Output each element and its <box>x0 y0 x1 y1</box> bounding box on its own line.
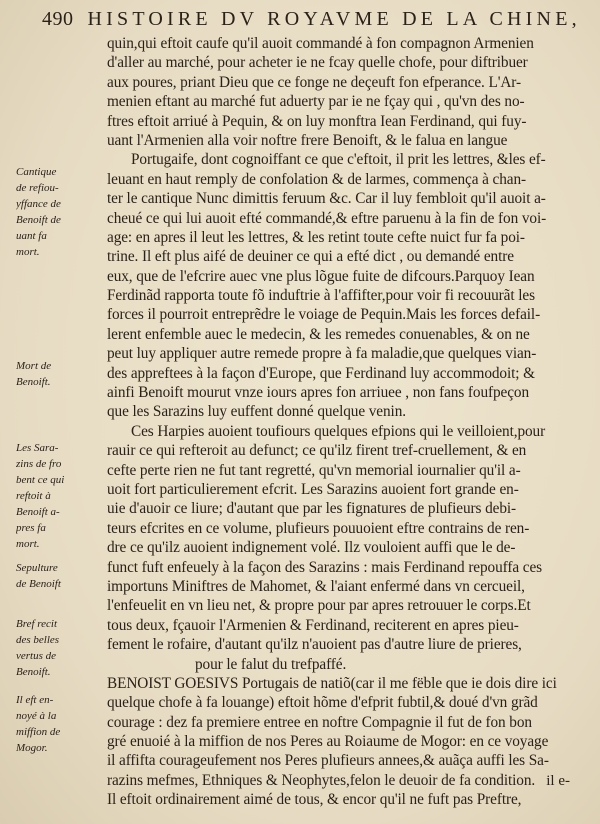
margin-note-line: Bref recit <box>16 618 58 630</box>
text-line: ftres eftoit arriué à Pequin, & on luy monftra Iean Ferdinand, qui fuy- <box>107 112 527 130</box>
margin-note-line: yffance de <box>16 198 61 210</box>
text-line: tous deux, fçauoir l'Armenien & Ferdinand, reciterent en apres pieu- <box>107 616 519 634</box>
margin-note-line: mort. <box>16 538 40 550</box>
margin-note-sepulture <box>16 560 106 592</box>
text-line: importuns Miniftres de Mahomet, & l'aiant enfermé dans vn cercueil, <box>107 577 525 595</box>
text-line: leuant en haut remply de confolation & de larmes, commença à chan- <box>107 170 526 188</box>
text-line: que les Sarazins luy euffent donné quelque venin. <box>107 403 406 421</box>
margin-note-line: Benoift. <box>16 376 51 388</box>
margin-note-line: noyé à la <box>16 710 57 722</box>
text-line: uoit fort particulierement efcrit. Les Sarazins auoient fort grande en- <box>107 480 519 498</box>
text-line: rauir ce qui refteroit au defunct; ce qu'ilz firent tref-cruellement, & en <box>107 442 527 460</box>
margin-note-line: des belles <box>16 634 60 646</box>
margin-note-cantique <box>16 164 106 260</box>
margin-note-line: miffion de <box>16 726 61 738</box>
text-line: forces il pourroit entreprẽdre le voiage de Pequin.Mais les forces defail- <box>107 306 541 324</box>
catchword: il e- <box>546 773 570 789</box>
margin-note-mission <box>16 692 106 756</box>
margin-note-line: Benoift a- <box>16 506 60 518</box>
text-line: cefte perte rien ne fut tant regretté, qu'vn memorial iournalier qu'il a- <box>107 461 521 479</box>
text-line: Il eftoit ordinairement aimé de tous, & encor qu'il ne fuft pas Preftre, <box>107 791 522 809</box>
text-line: ter le cantique Nunc dimittis feruum &c. Car il luy fembloit qu'il auoit a- <box>107 190 546 208</box>
margin-note-mort <box>16 358 106 390</box>
margin-note-bref-recit <box>16 616 106 680</box>
margin-note-line: zins de fro <box>16 458 62 470</box>
text-line: uant l'Armenien alla voir noftre frere Benoift, & le falua en langue <box>107 131 508 149</box>
text-line: menien eftant au marché fut aduerty par ie ne fçay qui , qu'vn des no- <box>107 93 525 111</box>
margin-note-line: Il eft en- <box>16 694 54 706</box>
margin-note-line: de refiou- <box>16 182 59 194</box>
text-line: Portugaife, dont cognoiffant ce que c'eftoit, il prit les lettres, &les ef- <box>131 151 546 169</box>
text-line: quin,qui eftoit caufe qu'il auoit commandé à fon compagnon Armenien <box>107 35 534 52</box>
text-line: eux, que de l'efcrire auec vne plus lõgue fuite de difcours.Parquoy Iean <box>107 267 535 285</box>
text-line: pour le falut du trefpaffé. <box>195 655 347 673</box>
text-line: quelque chofe à fa louange) eftoit hõme d'efprit fubtil,& doué d'vn grãd <box>107 694 538 712</box>
margin-note-line: Les Sara- <box>16 442 59 454</box>
text-line: cheué ce qui lui auoit efté commandé,& eftre paruenu à la fin de fon voi- <box>107 209 547 227</box>
margin-note-line: Mort de <box>16 360 52 372</box>
margin-note-line: Benoift. <box>16 666 51 678</box>
text-line: teurs efcrites en ce volume, plufieurs pouuoient eftre contrains de ren- <box>107 519 530 537</box>
margin-note-line: bent ce qui <box>16 474 65 486</box>
text-line: ainfi Benoift mourut vnze iours apres fon arriuee , non fans foufpeçon <box>107 384 530 402</box>
text-line: razins mefmes, Ethniques & Neophytes,felon le deuoir de fa condition. <box>107 771 536 789</box>
margin-note-line: Sepulture <box>16 562 58 574</box>
margin-note-line: Cantique <box>16 166 57 178</box>
margin-note-line: pres fa <box>16 522 46 534</box>
text-line: Ferdinãd rapporta toute fõ induftrie à l'affifter,pour voir fi recouurãt les <box>107 287 535 305</box>
text-line: BENOIST GOESIVS Portugais de natiõ(car il me fëble que ie dois dire ici <box>107 674 557 692</box>
text-line: gré enuoié à la miffion de nos Peres au Roiaume de Mogor: en ce voyage <box>107 733 549 751</box>
text-line: uie d'auoir ce liure; d'autant que par les fignatures de plufieurs debi- <box>107 500 517 518</box>
text-line: d'aller au marché, pour acheter ie ne fcay quelle chofe, pour diftribuer <box>107 54 528 72</box>
body-text <box>107 34 579 810</box>
margin-note-line: uant fa <box>16 230 47 242</box>
text-line: peut luy appliquer autre remede propre à fa maladie,que quelques vian- <box>107 345 537 363</box>
text-line: fement le rofaire, d'autant qu'ilz n'auoient pas d'autre liure de prieres, <box>107 636 522 654</box>
margin-note-line: vertus de <box>16 650 57 662</box>
text-line: funct fuft enfeuely à la façon des Sarazins : mais Ferdinand repouffa ces <box>107 558 543 576</box>
text-line: lerent enfemble auec le medecin, & les remedes conuenables, & on ne <box>107 325 530 343</box>
running-title: HISTOIRE DV ROYAVME DE LA CHINE, <box>87 8 581 30</box>
text-line: trine. Il eft plus aifé de deuiner ce qui a efté dict , ou demandé entre <box>107 248 514 266</box>
text-line: age: en apres il leut les lettres, & les retint toute cefte nuict fur fa poi- <box>107 228 525 246</box>
page-header <box>42 8 580 34</box>
margin-note-line: reftoit à <box>16 490 51 502</box>
text-line: aux poures, priant Dieu que ce fonge ne deçeuft fon efperance. L'Ar- <box>107 73 521 91</box>
text-line: il affifta courageufement nos Peres plufieurs annees,& auãça auffi les Sa- <box>107 752 549 770</box>
page-number: 490 <box>42 8 74 30</box>
margin-note-line: Benoift de <box>16 214 61 226</box>
text-line: courage : dez fa premiere entree en noftre Compagnie il fut de fon bon <box>107 713 532 731</box>
margin-note-sarazins <box>16 440 106 552</box>
text-line: Ces Harpies auoient toufiours quelques efpions qui le veilloient,pour <box>131 422 546 440</box>
margin-note-line: Mogor. <box>16 742 48 754</box>
margin-note-line: mort. <box>16 246 40 258</box>
text-line: l'enfeuelit en vn lieu net, & propre pour par apres retrouuer le corps.Et <box>107 597 531 615</box>
text-line: des appreftees à la façon d'Europe, que Ferdinand luy accommodoit; & <box>107 364 535 382</box>
text-line: dre ce qu'ilz auoient indignement volé. Ilz vouloient auffi que le de- <box>107 539 516 557</box>
margin-note-line: de Benoift <box>16 578 61 590</box>
